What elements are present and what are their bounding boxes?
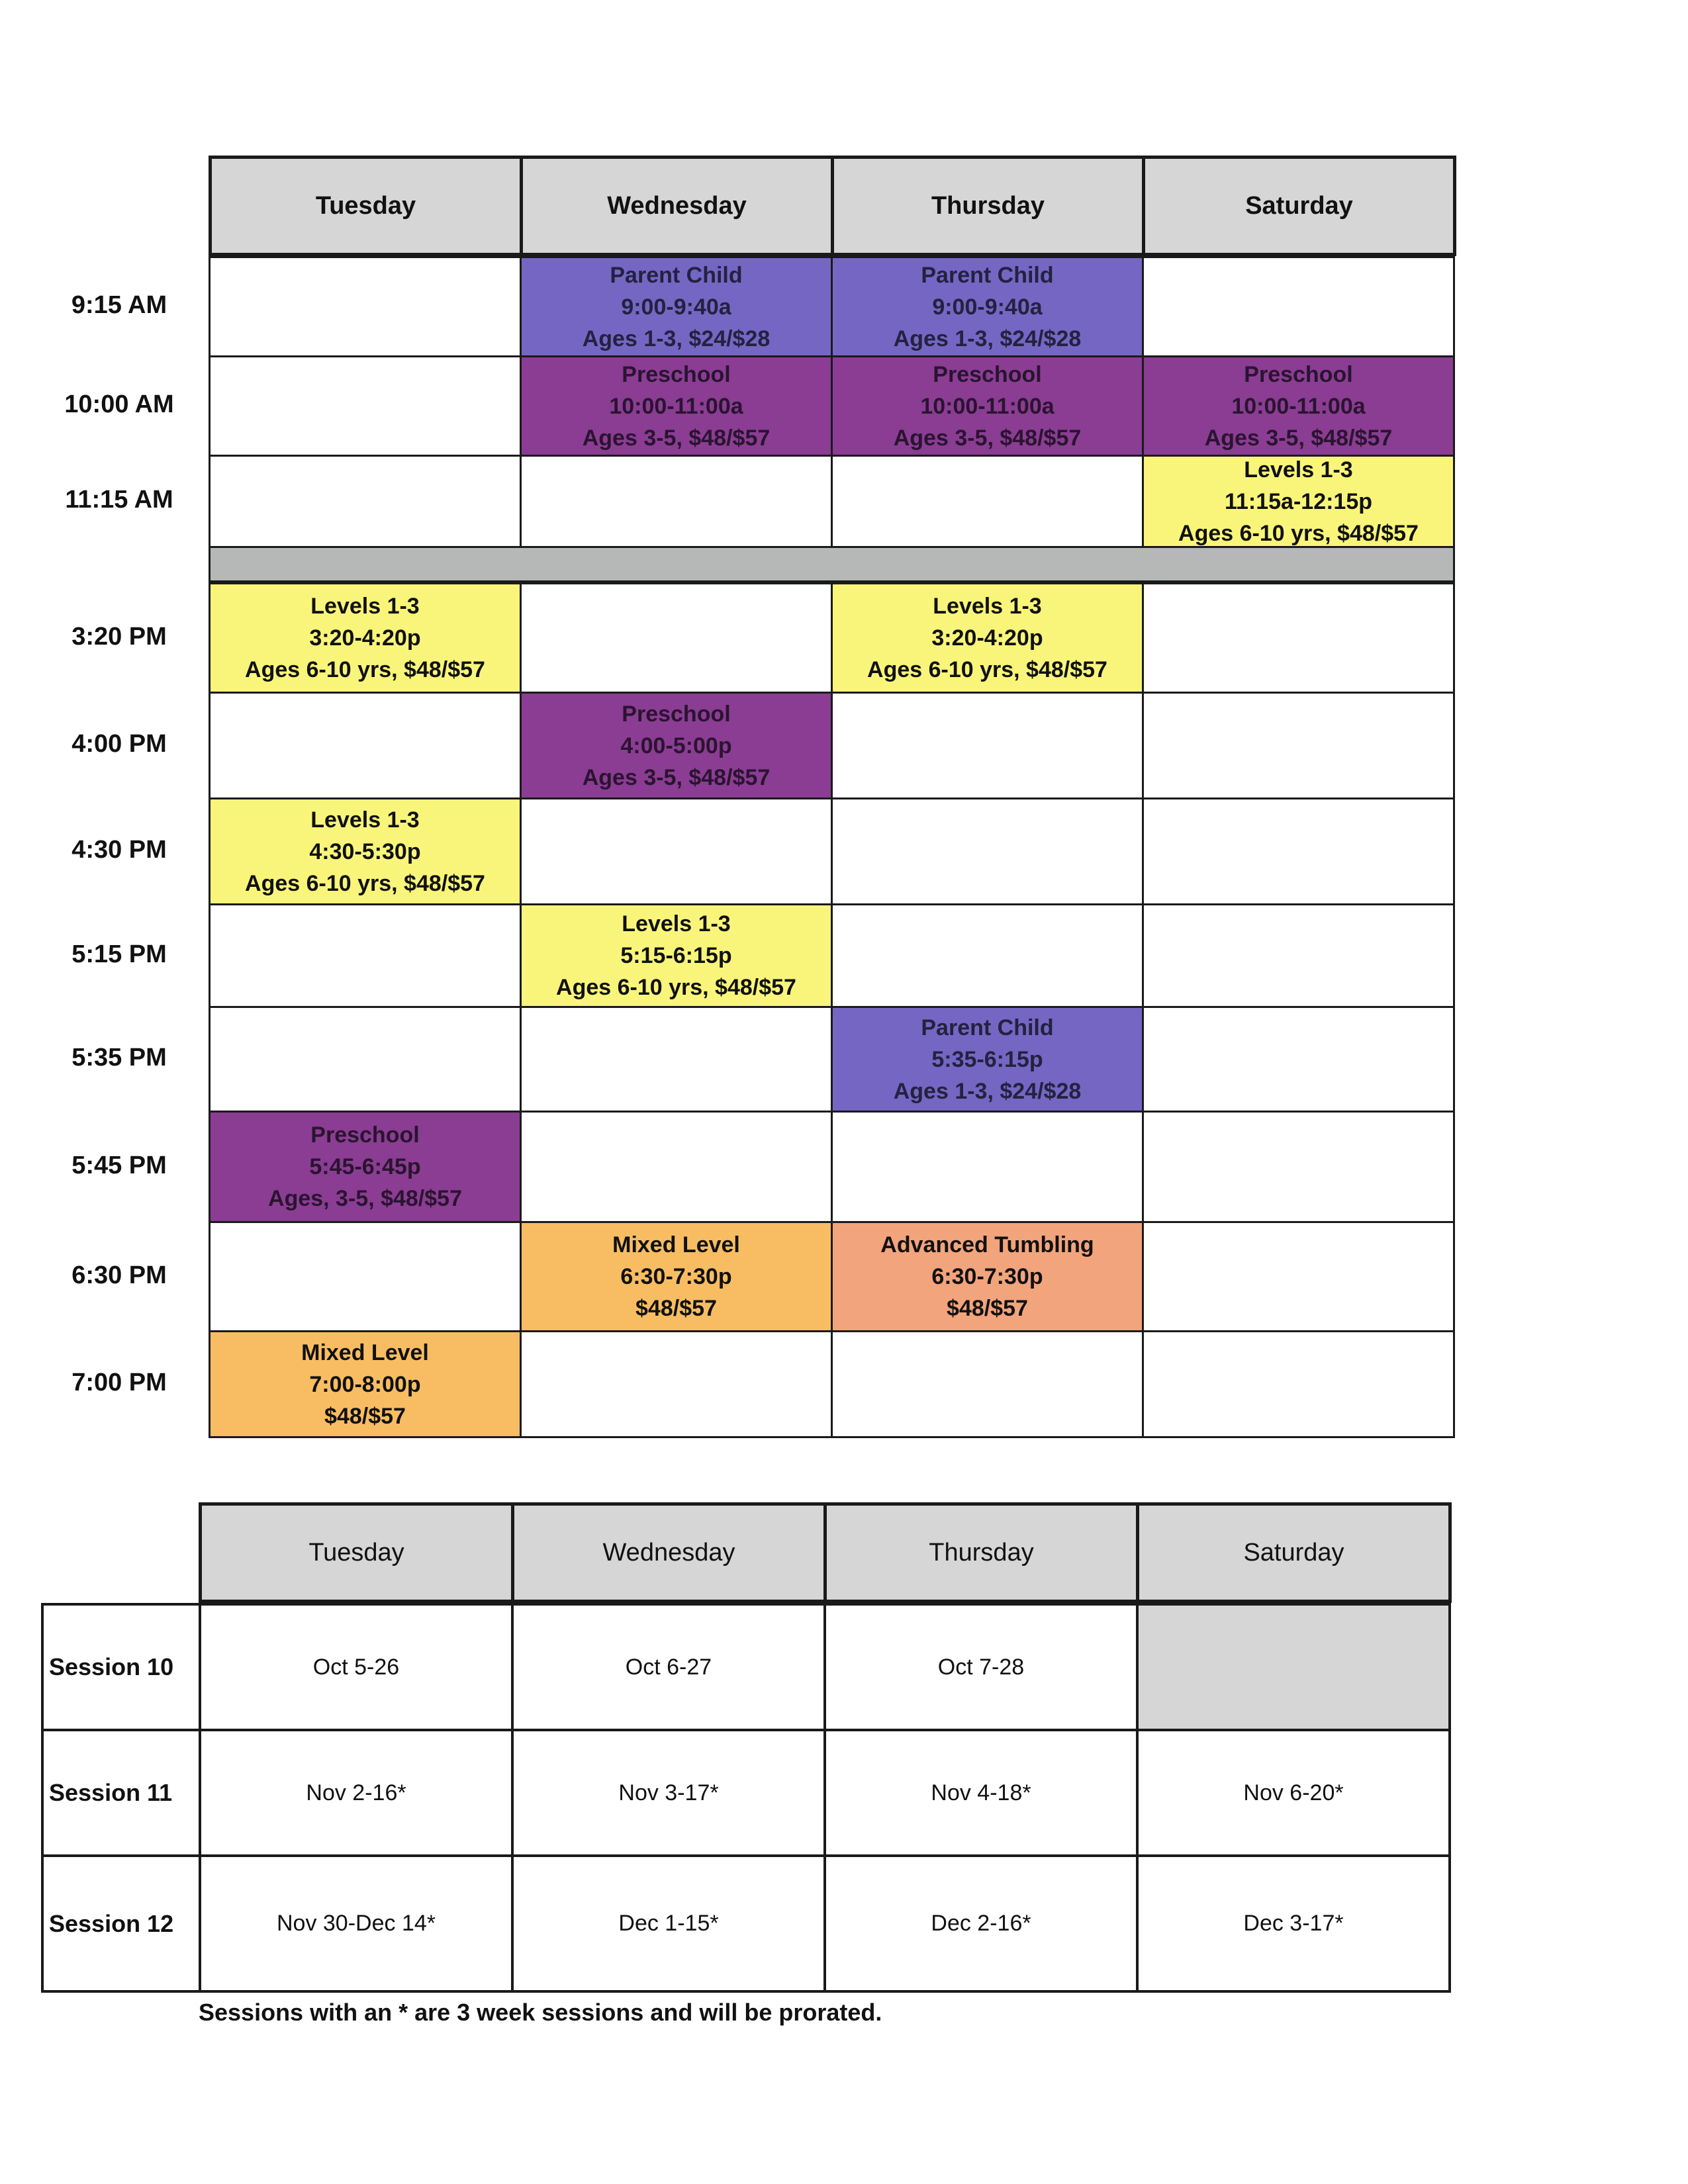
class-price: Ages 6-10 yrs, $48/$57 — [245, 657, 485, 682]
session-header-tuesday: Tuesday — [199, 1502, 514, 1603]
class-price: Ages 6-10 yrs, $48/$57 — [245, 870, 485, 896]
class-block-mixed-level[interactable] — [209, 1330, 522, 1438]
class-price: $48/$57 — [635, 1296, 717, 1321]
class-name: Levels 1-3 — [1244, 457, 1353, 482]
session-dates-cell: Nov 6-20* — [1136, 1729, 1451, 1857]
class-price: Ages 3-5, $48/$57 — [1204, 425, 1393, 451]
day-header-tuesday: Tuesday — [209, 156, 523, 256]
empty-slot — [831, 1111, 1144, 1223]
class-name: Parent Child — [921, 262, 1054, 288]
empty-slot — [1142, 692, 1455, 799]
class-price: Ages 6-10 yrs, $48/$57 — [867, 657, 1107, 682]
class-price: Ages 3-5, $48/$57 — [893, 425, 1082, 451]
class-price: Ages, 3-5, $48/$57 — [268, 1186, 462, 1211]
session-dates-cell: Nov 4-18* — [823, 1729, 1139, 1857]
time-label-4-00-pm: 4:00 PM — [71, 730, 167, 758]
time-label-6-30-pm: 6:30 PM — [71, 1261, 167, 1289]
empty-slot — [1142, 1221, 1455, 1332]
time-label-5-45-pm: 5:45 PM — [71, 1151, 167, 1179]
class-name: Preschool — [1244, 361, 1353, 387]
session-dates-cell: Oct 5-26 — [199, 1603, 514, 1731]
class-block-preschool[interactable] — [209, 1111, 522, 1223]
empty-slot — [1142, 1111, 1455, 1223]
empty-slot — [209, 455, 522, 548]
class-time: 10:00-11:00a — [609, 393, 743, 419]
class-price: Ages 6-10 yrs, $48/$57 — [1178, 520, 1419, 546]
class-block-levels-1-3[interactable] — [1142, 455, 1455, 548]
empty-slot — [520, 582, 833, 694]
time-label-4-30-pm: 4:30 PM — [71, 836, 167, 864]
class-time: 10:00-11:00a — [1231, 393, 1366, 419]
empty-slot — [1142, 1330, 1455, 1438]
empty-slot — [1142, 256, 1455, 357]
session-header-wednesday: Wednesday — [511, 1502, 827, 1603]
session-header-thursday: Thursday — [823, 1502, 1139, 1603]
empty-slot — [1142, 903, 1455, 1008]
class-name: Advanced Tumbling — [880, 1232, 1094, 1257]
session-dates-cell: Dec 1-15* — [511, 1854, 826, 1993]
empty-slot — [831, 903, 1144, 1008]
footnote: Sessions with an * are 3 week sessions and will be prorated. — [199, 1999, 882, 2026]
session-dates-cell: Dec 3-17* — [1136, 1854, 1451, 1993]
empty-slot — [1142, 1006, 1455, 1113]
class-block-parent-child[interactable] — [831, 1006, 1144, 1113]
day-header-saturday: Saturday — [1142, 156, 1456, 256]
class-block-levels-1-3[interactable] — [209, 797, 522, 905]
class-block-levels-1-3[interactable] — [209, 582, 522, 694]
class-block-advanced-tumbling[interactable] — [831, 1221, 1144, 1332]
time-label-7-00-pm: 7:00 PM — [71, 1369, 167, 1396]
class-price: Ages 1-3, $24/$28 — [893, 1078, 1082, 1104]
empty-slot — [1142, 797, 1455, 905]
class-price: $48/$57 — [324, 1403, 406, 1429]
empty-slot — [1142, 582, 1455, 694]
empty-slot — [209, 1221, 522, 1332]
class-name: Levels 1-3 — [622, 911, 731, 936]
empty-slot — [520, 797, 833, 905]
time-label-5-15-pm: 5:15 PM — [71, 940, 167, 968]
empty-slot — [209, 256, 522, 357]
session-dates-cell: Oct 6-27 — [511, 1603, 826, 1731]
class-name: Parent Child — [921, 1015, 1054, 1040]
class-block-parent-child[interactable] — [831, 256, 1144, 357]
session-dates-cell — [1136, 1603, 1451, 1731]
class-name: Mixed Level — [301, 1340, 429, 1365]
empty-slot — [831, 797, 1144, 905]
empty-slot — [520, 1330, 833, 1438]
time-label-5-35-pm: 5:35 PM — [71, 1044, 167, 1071]
class-block-preschool[interactable] — [1142, 355, 1455, 457]
session-header-saturday: Saturday — [1136, 1502, 1452, 1603]
class-name: Levels 1-3 — [310, 807, 420, 833]
class-name: Preschool — [310, 1122, 420, 1148]
class-price: Ages 1-3, $24/$28 — [582, 326, 771, 351]
class-block-parent-child[interactable] — [520, 256, 833, 357]
class-time: 3:20-4:20p — [309, 625, 421, 651]
class-block-mixed-level[interactable] — [520, 1221, 833, 1332]
class-block-preschool[interactable] — [520, 692, 833, 799]
class-time: 6:30-7:30p — [620, 1264, 732, 1289]
session-dates-cell: Dec 2-16* — [823, 1854, 1139, 1993]
session-label-session-10: Session 10 — [41, 1603, 203, 1731]
class-name: Levels 1-3 — [310, 594, 420, 619]
day-header-wednesday: Wednesday — [520, 156, 834, 256]
class-time: 9:00-9:40a — [621, 294, 731, 320]
class-time: 5:45-6:45p — [309, 1154, 421, 1179]
class-name: Levels 1-3 — [933, 594, 1042, 619]
empty-slot — [209, 903, 522, 1008]
time-label-11-15-am: 11:15 AM — [65, 486, 173, 514]
class-block-levels-1-3[interactable] — [520, 903, 833, 1008]
session-dates-cell: Nov 30-Dec 14* — [199, 1854, 514, 1993]
empty-slot — [831, 455, 1144, 548]
class-time: 5:15-6:15p — [620, 943, 732, 968]
class-block-levels-1-3[interactable] — [831, 582, 1144, 694]
empty-slot — [831, 692, 1144, 799]
empty-slot — [209, 692, 522, 799]
midday-break-bar — [209, 546, 1455, 582]
day-header-thursday: Thursday — [831, 156, 1145, 256]
time-label-9-15-am: 9:15 AM — [71, 291, 167, 319]
session-dates-cell: Nov 2-16* — [199, 1729, 514, 1857]
class-block-preschool[interactable] — [831, 355, 1144, 457]
class-price: Ages 3-5, $48/$57 — [582, 764, 771, 790]
session-label-session-11: Session 11 — [41, 1729, 203, 1857]
session-dates-table — [0, 1482, 1688, 2078]
empty-slot — [520, 1006, 833, 1113]
class-time: 4:00-5:00p — [620, 733, 732, 758]
time-label-3-20-pm: 3:20 PM — [71, 622, 167, 651]
class-time: 3:20-4:20p — [931, 625, 1043, 651]
empty-slot — [831, 1330, 1144, 1438]
class-name: Preschool — [622, 701, 731, 727]
class-time: 9:00-9:40a — [932, 294, 1043, 320]
class-price: $48/$57 — [947, 1296, 1028, 1321]
empty-slot — [520, 1111, 833, 1223]
class-time: 10:00-11:00a — [920, 393, 1055, 419]
class-name: Preschool — [933, 361, 1042, 387]
time-label-10-00-am: 10:00 AM — [64, 390, 174, 418]
class-time: 5:35-6:15p — [931, 1046, 1043, 1072]
session-label-session-12: Session 12 — [41, 1854, 203, 1993]
empty-slot — [209, 1006, 522, 1113]
class-name: Parent Child — [610, 262, 743, 288]
class-name: Preschool — [622, 361, 731, 387]
class-price: Ages 1-3, $24/$28 — [893, 326, 1082, 351]
class-price: Ages 3-5, $48/$57 — [582, 425, 771, 451]
empty-slot — [520, 455, 833, 548]
class-time: 4:30-5:30p — [309, 839, 421, 864]
empty-slot — [209, 355, 522, 457]
class-block-preschool[interactable] — [520, 355, 833, 457]
class-time: 7:00-8:00p — [309, 1371, 421, 1397]
class-price: Ages 6-10 yrs, $48/$57 — [556, 975, 796, 1000]
session-dates-cell: Oct 7-28 — [823, 1603, 1139, 1731]
session-dates-cell: Nov 3-17* — [511, 1729, 826, 1857]
class-time: 6:30-7:30p — [931, 1264, 1043, 1289]
class-time: 11:15a-12:15p — [1224, 488, 1373, 514]
class-name: Mixed Level — [612, 1232, 740, 1257]
